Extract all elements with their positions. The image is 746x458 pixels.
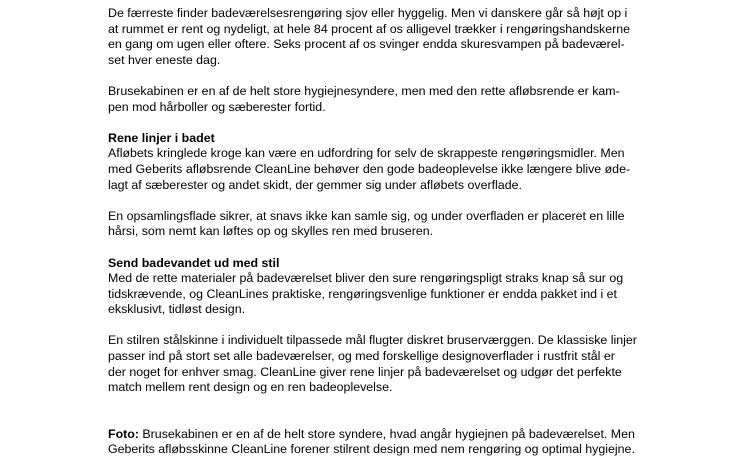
text-line: med Geberits afløbsrende CleanLine behøver den gode badeoplevelse ikke længere blive øde- (108, 161, 631, 176)
text-line: passer ind på stort set alle badeværelser, og med forskellige designoverflader i rustfrit stål er (108, 349, 615, 364)
caption-label: Foto: (108, 426, 139, 441)
text-line: Geberits afløbsskinne CleanLine forener stilrent design med nem rengøring og optimal hygiejne. (108, 442, 635, 457)
text-line: pen mod hårboller og sæberester fortid. (108, 99, 326, 114)
paragraph-materials (108, 271, 740, 318)
text-line: En stilren stålskinne i individuelt tilpassede mål flugter diskret bruserværggen. De klassiske linjer (108, 333, 637, 348)
paragraph-steel-rail (108, 333, 740, 395)
paragraph-collection-surface (108, 209, 740, 240)
text-line: hårsi, som nemt kan løftes op og skylles ren med bruseren. (108, 224, 434, 239)
text-line: eksklusivt, tidløst design. (108, 302, 246, 317)
text-line: tidskrævende, og CleanLines praktiske, rengøringsvenlige funktioner er endda pakket ind i et (108, 286, 617, 301)
paragraph-drain-corners (108, 146, 740, 193)
text-line: der noget for enhver smag. CleanLine giver rene linjer på badeværelset og udgør det perfekte (108, 364, 622, 379)
text-line: set hver eneste dag. (108, 52, 221, 67)
text-line: Med de rette materialer på badeværelset bliver den sure rengøringspligt straks knap så sur og (108, 271, 624, 286)
text-line: match mellem rent design og en ren badeoplevelse. (108, 380, 393, 395)
text-line: De færreste finder badeværelsesrengøring sjov eller hyggelig. Men vi danskere går så højt op i (108, 6, 628, 20)
photo-caption (108, 427, 740, 458)
text-line: Brusekabinen er en af de helt store hygiejnesyndere, men med den rette afløbsrende er kam- (108, 83, 620, 98)
text-line (108, 427, 740, 443)
document-body (108, 6, 740, 458)
caption-text: Brusekabinen er en af de helt store syndere, hvad angår hygiejnen på badeværelset. Men (138, 426, 635, 441)
text-line: lagt af sæberester og andet skidt, der gemmer sig under afløbets overflade. (108, 177, 522, 192)
paragraph-intro (108, 6, 740, 68)
text-line: at rummet er rent og nydeligt, at hele 84 procent af os alligevel trækker i rengøringshandskerne (108, 21, 631, 36)
text-line: en gang om ugen eller oftere. Seks procent af os svinger endda skuresvampen på badeværel- (108, 37, 625, 52)
paragraph-shower-cabin (108, 84, 740, 115)
text-line: En opsamlingsflade sikrer, at snavs ikke kan samle sig, og under overfladen er placeret en lille (108, 208, 625, 223)
section-heading-send-badevandet: Send badevandet ud med stil (108, 255, 280, 270)
text-line: Afløbets kringlede kroge kan være en udfordring for selv de skrappeste rengøringsmidler. Men (108, 146, 625, 161)
section-heading-rene-linjer: Rene linjer i badet (108, 130, 215, 145)
